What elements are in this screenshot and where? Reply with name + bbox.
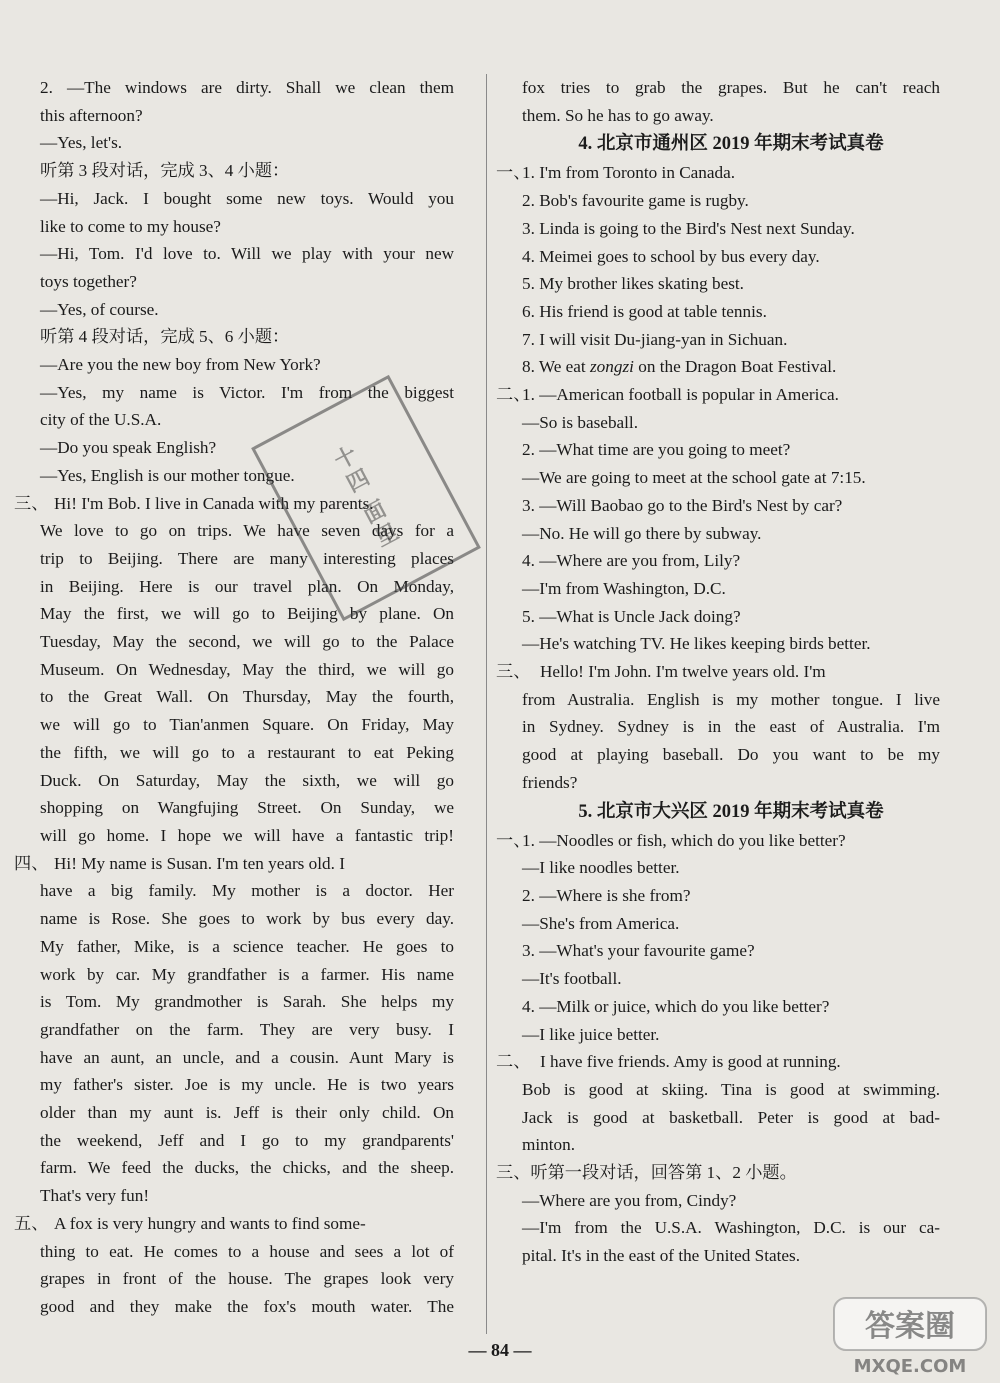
text-line: farm. We feed the ducks, the chicks, and the sheep. bbox=[40, 1158, 454, 1178]
text-line: we will go to Tian'anmen Square. On Friday, May bbox=[40, 715, 454, 735]
answer-line bbox=[496, 827, 940, 855]
text-line: trip to Beijing. There are many interesting places bbox=[40, 548, 454, 568]
section-marker: 二、 bbox=[496, 385, 531, 405]
text-line: work by car. My grandfather is a farmer. His name bbox=[40, 964, 454, 984]
text-line: 听第 3 段对话，完成 3、4 小题： bbox=[40, 161, 290, 181]
text-line: 4. Meimei goes to school by bus every day. bbox=[522, 246, 820, 266]
text-line: the weekend, Jeff and I go to my grandparents' bbox=[40, 1130, 454, 1150]
text-line: 5. —What is Uncle Jack doing? bbox=[522, 606, 741, 626]
text-line: 1. I'm from Toronto in Canada. bbox=[522, 163, 736, 183]
text-line: in Sydney. Sydney is in the east of Australia. I'm bbox=[522, 717, 940, 737]
section-marker: 一、 bbox=[496, 163, 531, 183]
page-number: — 84 — bbox=[468, 1340, 532, 1360]
text-line: this afternoon? bbox=[40, 105, 143, 125]
text-line: grandfather on the farm. They are very busy. I bbox=[40, 1019, 454, 1039]
text-line: shopping on Wangfujing Street. On Sunday, we bbox=[40, 798, 454, 818]
text-line: grapes in front of the house. The grapes look very bbox=[40, 1269, 454, 1289]
text-line: —I like noodles better. bbox=[522, 858, 680, 878]
text-line: —I'm from the U.S.A. Washington, D.C. is our ca- bbox=[522, 1218, 940, 1238]
section-4-first-line bbox=[14, 850, 454, 878]
text-line: 2. Bob's favourite game is rugby. bbox=[522, 191, 749, 211]
ink-stamp: 十四 面里 bbox=[251, 375, 481, 621]
text-line: 6. His friend is good at table tennis. bbox=[522, 301, 767, 321]
text-line: 3. Linda is going to the Bird's Nest next Sunday. bbox=[522, 218, 855, 238]
text-line: 2. —Where is she from? bbox=[522, 885, 691, 905]
section-marker: 四、 bbox=[14, 853, 49, 873]
section-5-first-line bbox=[14, 1210, 454, 1238]
text-line: —Yes, my name is Victor. I'm from the biggest bbox=[40, 382, 454, 402]
text-line: name is Rose. She goes to work by bus every day. bbox=[40, 909, 454, 929]
text-line: 5. My brother likes skating best. bbox=[522, 274, 744, 294]
text-line: —Yes, English is our mother tongue. bbox=[40, 465, 295, 485]
text-line: older than my aunt is. Jeff is their only child. On bbox=[40, 1103, 454, 1123]
text-line: —Hi, Jack. I bought some new toys. Would you bbox=[40, 188, 454, 208]
text-line: in Beijing. Here is our travel plan. On Monday, bbox=[40, 576, 454, 596]
text-line: 3. —Will Baobao go to the Bird's Nest by car? bbox=[522, 495, 843, 515]
text-line: Hello! I'm John. I'm twelve years old. I'm bbox=[540, 662, 826, 682]
text-line: my father's sister. Joe is my uncle. He is two years bbox=[40, 1075, 454, 1095]
text-line: —Do you speak English? bbox=[40, 438, 217, 458]
text-line: —Hi, Tom. I'd love to. Will we play with your new bbox=[40, 244, 454, 264]
text-line: Tuesday, May the second, we will go to the Palace bbox=[40, 632, 454, 652]
text-line: good and they make the fox's mouth water. The bbox=[40, 1296, 454, 1316]
text-line: from Australia. English is my mother tongue. I live bbox=[522, 689, 940, 709]
text-line: pital. It's in the east of the United States. bbox=[522, 1246, 801, 1266]
text-line: good at playing baseball. Do you want to be my bbox=[522, 745, 940, 765]
watermark-logo bbox=[830, 1292, 990, 1380]
text-line: will go home. I hope we will have a fantastic trip! bbox=[40, 825, 454, 845]
text-line: Museum. On Wednesday, May the third, we will go bbox=[40, 659, 454, 679]
text-line: minton. bbox=[522, 1135, 575, 1155]
text-line: —Yes, of course. bbox=[40, 299, 159, 319]
left-column bbox=[14, 74, 454, 1321]
text-line: them. So he has to go away. bbox=[522, 105, 714, 125]
text-line: Duck. On Saturday, May the sixth, we will go bbox=[40, 770, 454, 790]
section-marker: 五、 bbox=[14, 1213, 49, 1233]
text-line-with-italic bbox=[522, 353, 940, 381]
section-heading: 5. 北京市大兴区 2019 年期末考试真卷 bbox=[578, 801, 884, 822]
text-line: thing to eat. He comes to a house and sees a lot of bbox=[40, 1241, 454, 1261]
text-line: friends? bbox=[522, 772, 578, 792]
text-line: We love to go on trips. We have seven days for a bbox=[40, 521, 454, 541]
right-column bbox=[496, 74, 940, 1270]
text-line: toys together? bbox=[40, 271, 137, 291]
text-line: —Are you the new boy from New York? bbox=[40, 355, 321, 375]
text-line: have a big family. My mother is a doctor. Her bbox=[40, 881, 454, 901]
text-line: 4. —Where are you from, Lily? bbox=[522, 551, 741, 571]
text-line: Hi! I'm Bob. I live in Canada with my parents. bbox=[54, 493, 374, 513]
text-line: Jack is good at basketball. Peter is good at bad- bbox=[522, 1107, 940, 1127]
text-line: 7. I will visit Du-jiang-yan in Sichuan. bbox=[522, 329, 788, 349]
text-part: 8. We eat bbox=[522, 357, 590, 377]
text-line: That's very fun! bbox=[40, 1186, 150, 1206]
text-line: like to come to my house? bbox=[40, 216, 221, 236]
text-line: —So is baseball. bbox=[522, 412, 639, 432]
watermark-title: 答案圈 bbox=[865, 1309, 955, 1344]
text-line: —It's football. bbox=[522, 969, 622, 989]
page-number-value: 84 bbox=[491, 1340, 509, 1360]
text-line: 2. —The windows are dirty. Shall we clean them bbox=[40, 78, 454, 97]
answer-line bbox=[496, 381, 940, 409]
text-line: the fifth, we will go to a restaurant to eat Peking bbox=[40, 742, 454, 762]
answer-line bbox=[496, 159, 940, 187]
text-line: —We are going to meet at the school gate at 7:15. bbox=[522, 468, 866, 488]
text-line: —I like juice better. bbox=[522, 1024, 660, 1044]
text-line: I have five friends. Amy is good at running. bbox=[540, 1052, 841, 1072]
text-line: fox tries to grab the grapes. But he can't reach bbox=[522, 78, 940, 97]
text-line: A fox is very hungry and wants to find some- bbox=[54, 1213, 366, 1233]
text-line: 3. —What's your favourite game? bbox=[522, 941, 755, 961]
answer-line bbox=[496, 658, 940, 686]
section-marker: 三、 bbox=[14, 493, 49, 513]
answer-line bbox=[496, 1048, 940, 1076]
text-part: on the Dragon Boat Festival. bbox=[633, 357, 837, 377]
italic-word: zongzi bbox=[589, 357, 634, 377]
text-line: —He's watching TV. He likes keeping birds better. bbox=[522, 634, 871, 654]
section-marker: 一、 bbox=[496, 830, 531, 850]
text-line: 三、听第一段对话，回答第 1、2 小题。 bbox=[496, 1163, 797, 1183]
watermark-url: MXQE.COM bbox=[853, 1356, 967, 1377]
text-line: 1. —Noodles or fish, which do you like better? bbox=[522, 830, 846, 850]
section-marker: 三、 bbox=[496, 662, 531, 682]
text-line: My father, Mike, is a science teacher. He goes to bbox=[40, 936, 454, 956]
text-line: city of the U.S.A. bbox=[40, 410, 162, 430]
text-line: —She's from America. bbox=[522, 913, 680, 933]
text-line: —Yes, let's. bbox=[40, 133, 123, 153]
text-line: 1. —American football is popular in America. bbox=[522, 385, 839, 405]
text-line: Hi! My name is Susan. I'm ten years old. I bbox=[54, 853, 345, 873]
text-line: 4. —Milk or juice, which do you like better? bbox=[522, 996, 830, 1016]
text-line: to the Great Wall. On Thursday, May the fourth, bbox=[40, 687, 454, 707]
text-line: is Tom. My grandmother is Sarah. She helps my bbox=[40, 992, 454, 1012]
text-line: 听第 4 段对话，完成 5、6 小题： bbox=[40, 327, 290, 347]
text-line: Bob is good at skiing. Tina is good at swimming. bbox=[522, 1079, 940, 1099]
text-line: —No. He will go there by subway. bbox=[522, 523, 762, 543]
text-line: have an aunt, an uncle, and a cousin. Aunt Mary is bbox=[40, 1047, 454, 1067]
column-divider bbox=[486, 74, 487, 1334]
text-line: —Where are you from, Cindy? bbox=[522, 1190, 737, 1210]
section-heading: 4. 北京市通州区 2019 年期末考试真卷 bbox=[578, 134, 884, 155]
section-marker: 二、 bbox=[496, 1052, 531, 1072]
text-line: 2. —What time are you going to meet? bbox=[522, 440, 791, 460]
text-line: May the first, we will go to Beijing by plane. On bbox=[40, 604, 454, 624]
text-line: —I'm from Washington, D.C. bbox=[522, 578, 726, 598]
